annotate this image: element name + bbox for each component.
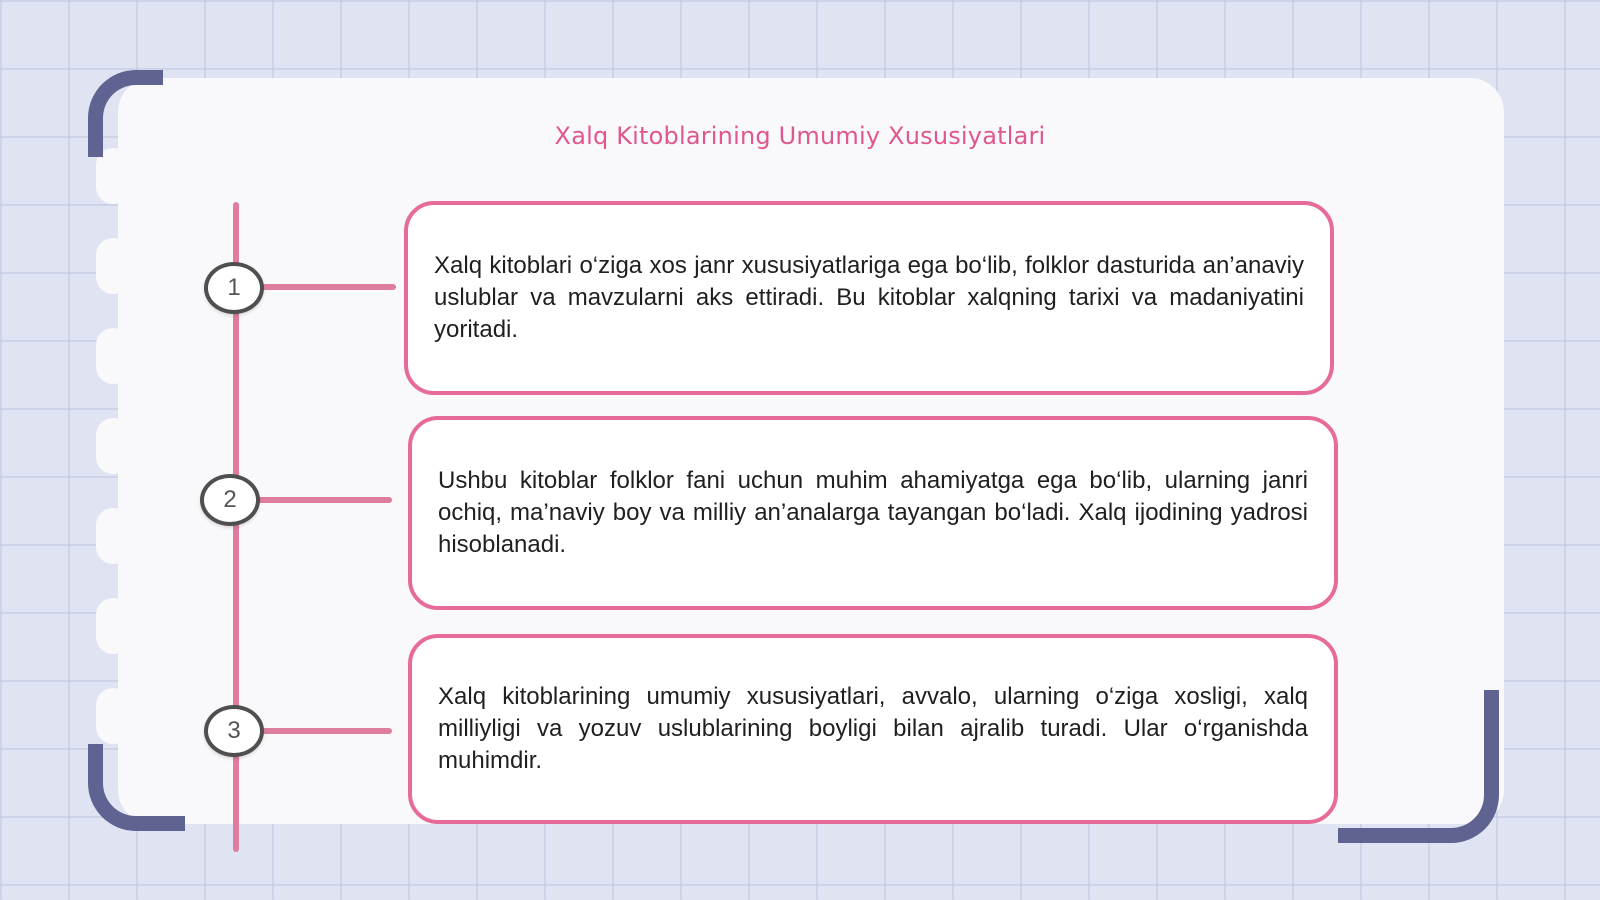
step-number-1: 1 — [204, 262, 264, 314]
paper-scallop — [96, 328, 130, 384]
step-number-3: 3 — [204, 705, 264, 757]
paper-scallop — [96, 688, 130, 744]
timeline-connector-1 — [262, 284, 396, 290]
step-card-3 — [408, 634, 1338, 824]
corner-bracket-bottom-right — [1338, 690, 1499, 843]
paper-scallop — [96, 238, 130, 294]
paper-scallop — [96, 508, 130, 564]
timeline-connector-3 — [262, 728, 392, 734]
step-card-1 — [404, 201, 1334, 395]
step-card-3-text: Xalq kitoblarining umumiy xususiyatlari, avvalo, ularning o‘ziga xosligi, xalq milliyligi va yozuv uslublarining boyligi bilan ajralib turadi. Ular o‘rganishda muhimdir. — [438, 683, 1308, 774]
slide-title: Xalq Kitoblarining Umumiy Xususiyatlari — [554, 122, 1046, 150]
step-card-2-text: Ushbu kitoblar folklor fani uchun muhim ahamiyatga ega bo‘lib, ularning janri ochiq, ma’naviy boy va milliy an’analarga tayangan bo‘ladi. Xalq ijodining yadrosi hisoblanadi. — [438, 467, 1308, 558]
step-card-1-text: Xalq kitoblari o‘ziga xos janr xususiyatlariga ega bo‘lib, folklor dasturida an’anaviy uslublar va mavzularni aks ettiradi. Bu kitoblar xalqning tarixi va madaniyatini yoritadi. — [434, 252, 1304, 343]
step-number-2: 2 — [200, 474, 260, 526]
corner-bracket-bottom-left — [88, 744, 185, 831]
paper-scallop — [96, 418, 130, 474]
timeline-connector-2 — [258, 497, 392, 503]
paper-scallop — [96, 598, 130, 654]
step-card-2 — [408, 416, 1338, 610]
